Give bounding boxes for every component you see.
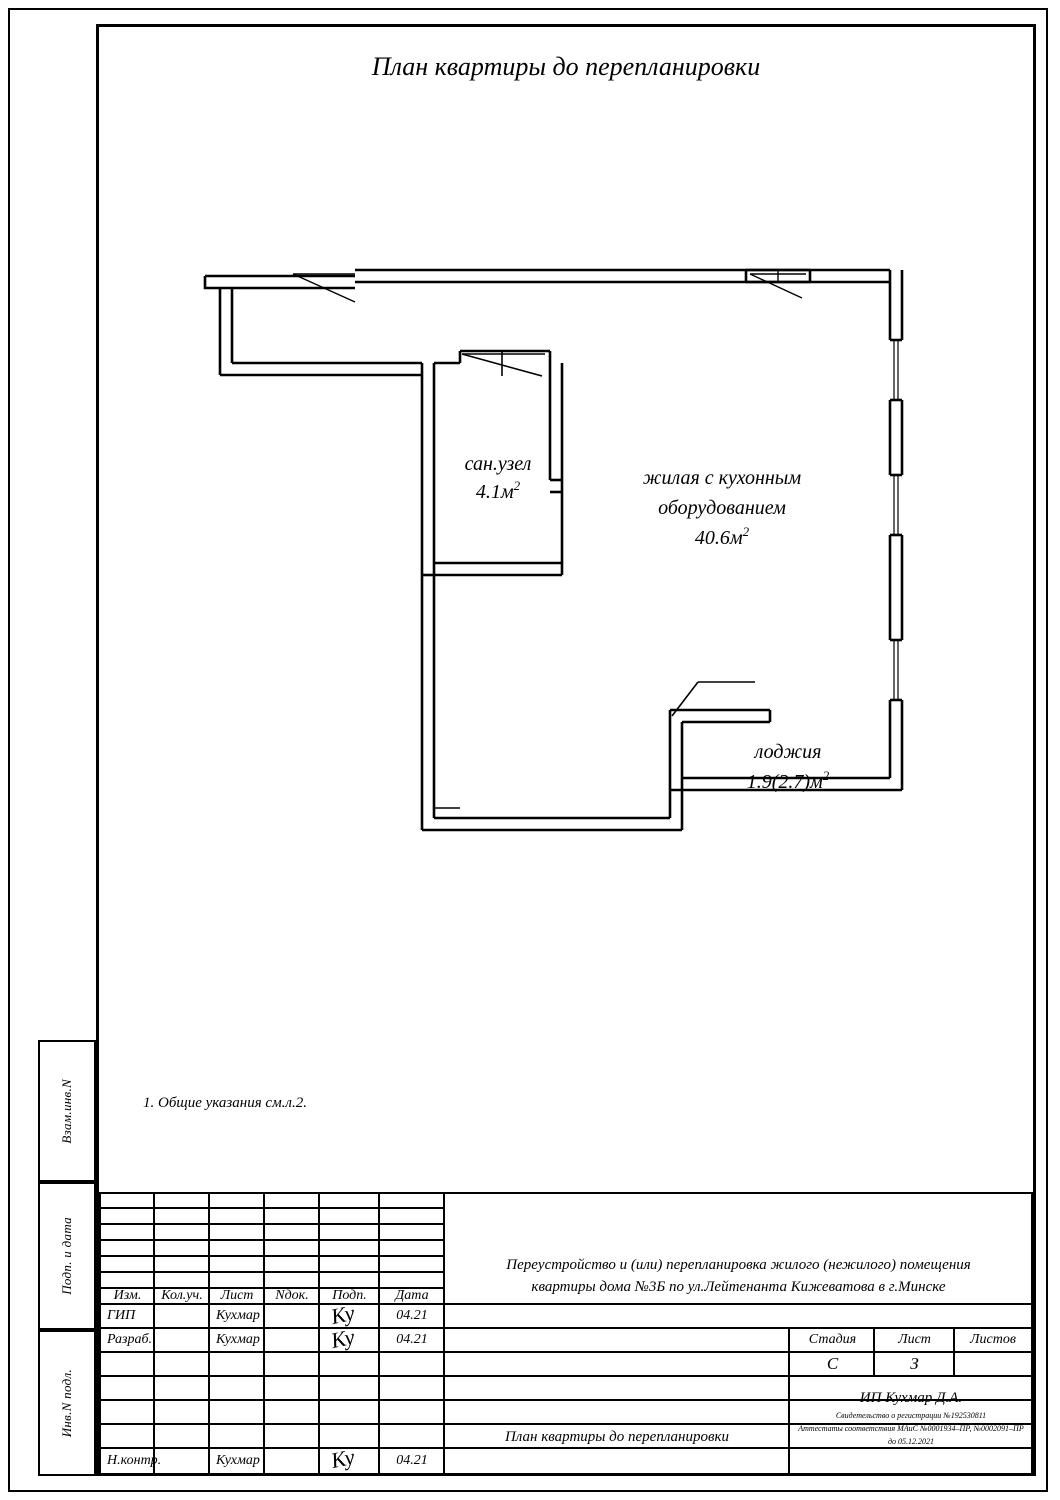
- stamp-date-razrab: 04.21: [396, 1332, 428, 1347]
- room-label-bathroom: сан.узел: [464, 453, 532, 475]
- stamp-role-razrab: Разраб.: [107, 1332, 153, 1347]
- floor-plan: [150, 230, 940, 870]
- side-label-vzam-text: Взам.инв.N: [59, 1078, 74, 1144]
- signature-gip: Ку: [328, 1299, 357, 1330]
- stamp-date-gip: 04.21: [396, 1308, 428, 1323]
- side-label-vzam: [38, 1040, 96, 1182]
- stage-header-stadia: Стадия: [808, 1332, 857, 1347]
- page-title: План квартиры до перепланировки: [371, 52, 761, 81]
- stamp-col-ndok: Nдок.: [275, 1288, 309, 1303]
- company-reg-line: Свидетельство о регистрации №192530811: [835, 1411, 987, 1420]
- stamp-name-nkontr: Кухмар: [216, 1453, 260, 1468]
- side-label-inv-text: Инв.N подл.: [59, 1368, 74, 1438]
- stamp-date-nkontr: 04.21: [396, 1453, 428, 1468]
- stamp-col-koluch: Кол.уч.: [161, 1288, 203, 1303]
- stamp-col-list: Лист: [220, 1288, 254, 1303]
- stamp-col-podp: Подп.: [332, 1288, 367, 1303]
- company-attest-line: Аттестаты соответствия МАиС №0001934–ПР, №0002091–ПР: [798, 1424, 1024, 1433]
- stamp-role-gip: ГИП: [107, 1308, 136, 1323]
- room-area-living: $40.6м^2$: [694, 524, 750, 549]
- object-line-1: Переустройство и (или) перепланировка жилого (нежилого) помещения: [506, 1256, 971, 1273]
- stamp-role-nkontr: Н.контр.: [107, 1453, 162, 1468]
- stamp-name-razrab: Кухмар: [216, 1332, 260, 1347]
- side-label-podp-text: Подп. и дата: [59, 1217, 74, 1295]
- general-note: 1. Общие указания см.л.2.: [143, 1095, 307, 1111]
- stage-value-listov: [955, 1352, 1031, 1376]
- side-label-inv: [38, 1330, 96, 1476]
- stage-header-listov: Листов: [970, 1332, 1016, 1347]
- stamp-name-gip: Кухмар: [216, 1308, 260, 1323]
- signature-razrab: Ку: [328, 1323, 357, 1354]
- company-valid-line: до 05.12.2021: [887, 1437, 935, 1446]
- company-name: ИП Кухмар Д.А.: [859, 1389, 963, 1406]
- object-line-2: квартиры дома №3Б по ул.Лейтенанта Кижеватова в г.Минске: [531, 1278, 946, 1295]
- title-block: [99, 1192, 1033, 1476]
- room-label-living-1: жилая с кухонным: [642, 467, 802, 489]
- room-area-bathroom: $4.1м^2$: [475, 478, 521, 503]
- signature-nkontr: Ку: [328, 1443, 357, 1474]
- room-label-living-2: оборудованием: [658, 497, 786, 519]
- sheet-title: План квартиры до перепланировки: [504, 1428, 730, 1445]
- side-label-podp: [38, 1182, 96, 1330]
- room-area-loggia: $1.9(2.7)м^2$: [746, 768, 830, 793]
- stage-value-list: З: [910, 1354, 919, 1373]
- stamp-col-data: Дата: [395, 1288, 429, 1303]
- room-label-loggia: лоджия: [754, 741, 822, 763]
- stage-header-list: Лист: [898, 1332, 931, 1347]
- stage-value-stadia: С: [826, 1354, 839, 1373]
- stamp-col-izm: Изм.: [113, 1288, 142, 1303]
